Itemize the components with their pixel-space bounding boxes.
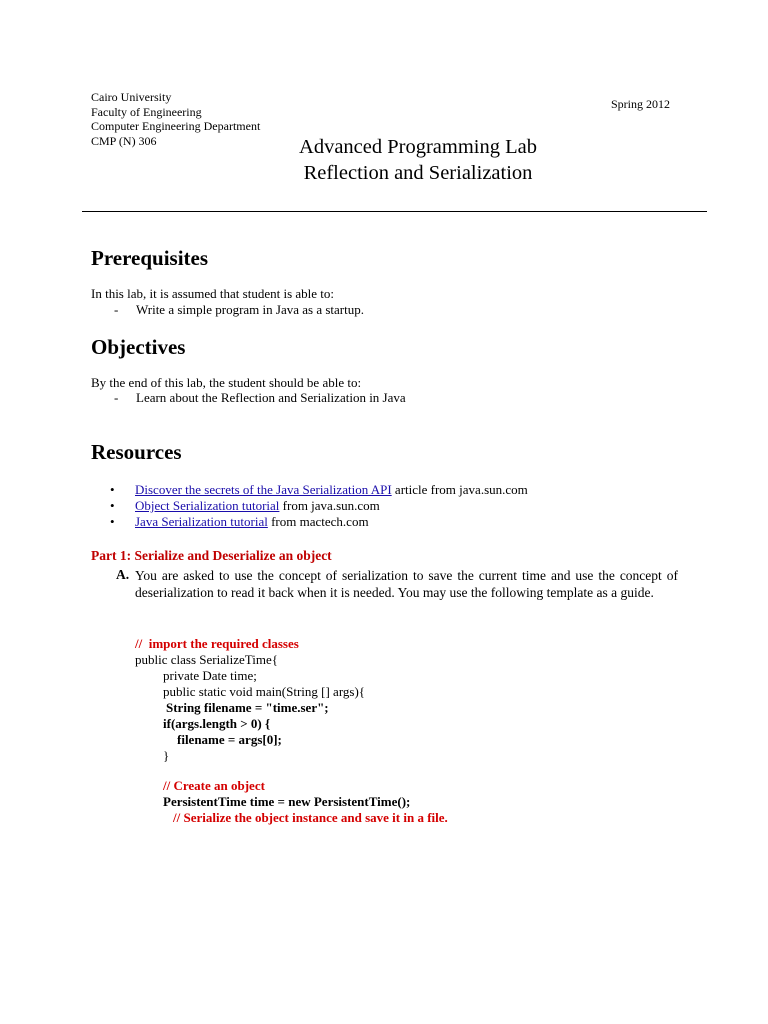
title-line-1: Advanced Programming Lab (299, 136, 537, 158)
header-divider (82, 211, 707, 212)
code-line-filename: String filename = "time.ser"; (166, 700, 329, 715)
document-title (0, 134, 768, 186)
code-comment-imports: // import the required classes (135, 636, 299, 651)
term-label: Spring 2012 (611, 97, 671, 111)
code-line-close-brace: } (163, 748, 170, 763)
dash-marker: - (114, 390, 119, 405)
prerequisites-heading: Prerequisites (91, 246, 209, 270)
code-line-main: public static void main(String [] args){ (163, 684, 366, 699)
code-line-class: public class SerializeTime{ (135, 652, 278, 667)
code-line-assign: filename = args[0]; (177, 732, 282, 747)
resources-heading: Resources (91, 440, 182, 464)
prerequisites-intro: In this lab, it is assumed that student is able to: (91, 286, 335, 301)
part1-item-label: A. (116, 567, 130, 582)
dash-marker: - (114, 302, 119, 317)
title-line-2: Reflection and Serialization (303, 162, 533, 184)
resource-link-serialization-api[interactable]: Discover the secrets of the Java Serialization API (135, 482, 392, 497)
resource-item: • Discover the secrets of the Java Serialization API article from java.sun.com (110, 482, 528, 497)
code-comment-create: // Create an object (163, 778, 265, 793)
resource-link-object-serialization[interactable]: Object Serialization tutorial (135, 498, 280, 513)
department-name: Computer Engineering Department (91, 119, 261, 133)
prerequisites-item: - Write a simple program in Java as a startup. (114, 302, 364, 317)
part1-heading: Part 1: Serialize and Deserialize an object (91, 548, 332, 563)
faculty-name: Faculty of Engineering (91, 104, 202, 119)
bullet-icon: • (110, 514, 115, 529)
resource-item: • Object Serialization tutorial from java.sun.com (110, 498, 380, 513)
objectives-intro: By the end of this lab, the student should be able to: (91, 375, 362, 390)
bullet-icon: • (110, 482, 115, 497)
bullet-icon: • (110, 498, 115, 513)
part1-item-text: You are asked to use the concept of serialization to save the current time and use the concept of deserialization to read it back when it is needed. You may use the following template as a guide. (135, 568, 678, 600)
code-line-field: private Date time; (163, 668, 257, 683)
resource-item: • Java Serialization tutorial from mactech.com (110, 514, 369, 529)
university-name: Cairo University (91, 90, 172, 104)
course-code: CMP (N) 306 (91, 133, 157, 148)
resource-link-java-serialization[interactable]: Java Serialization tutorial (135, 514, 268, 529)
code-line-if: if(args.length > 0) { (163, 716, 271, 731)
objectives-heading: Objectives (91, 335, 186, 359)
objectives-item: - Learn about the Reflection and Serialization in Java (114, 390, 406, 405)
code-line-new-object: PersistentTime time = new PersistentTime(); (163, 794, 411, 809)
code-comment-serialize: // Serialize the object instance and save it in a file. (173, 810, 448, 825)
